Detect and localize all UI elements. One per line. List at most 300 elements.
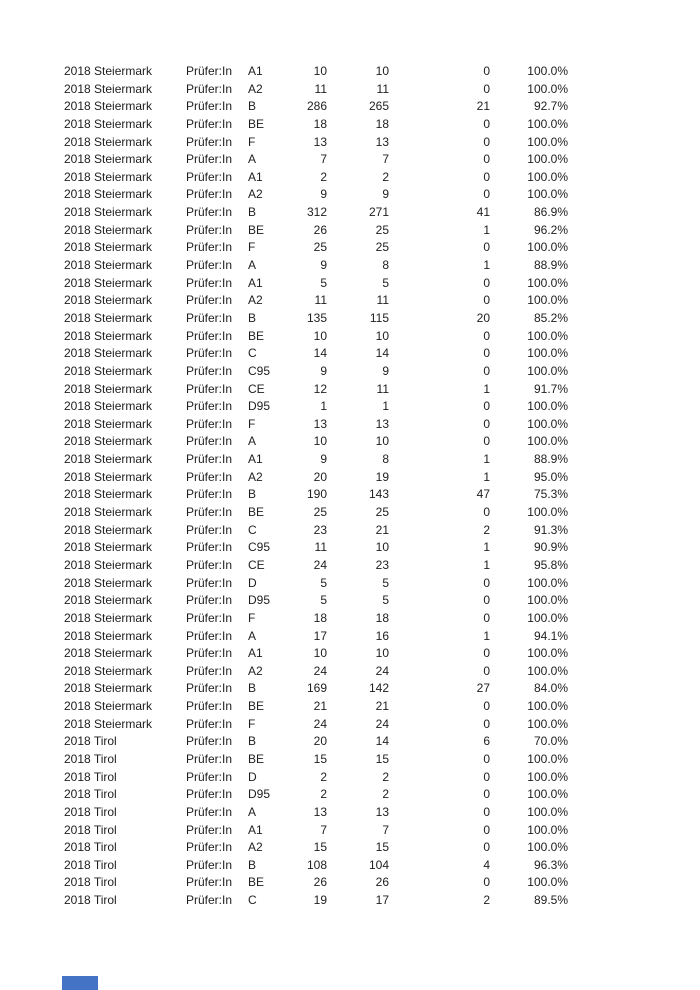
percent-cell: 100.0%	[527, 593, 568, 608]
value3-cell: 0	[483, 187, 490, 202]
value1-cell: 7	[320, 152, 327, 167]
category-cell: B	[248, 99, 257, 114]
region-cell: 2018 Steiermark	[64, 575, 153, 590]
value2-cell: 25	[375, 505, 389, 520]
percent-cell: 100.0%	[527, 187, 568, 202]
category-cell: D	[248, 769, 257, 784]
percent-cell: 100.0%	[527, 840, 568, 855]
value3-cell: 0	[483, 575, 490, 590]
percent-cell: 89.5%	[533, 893, 568, 908]
examiner-cell: Prüfer:In	[186, 399, 233, 414]
value3-cell: 1	[483, 381, 490, 396]
category-cell: B	[248, 681, 257, 696]
percent-cell: 86.9%	[533, 205, 568, 220]
value3-cell: 4	[483, 857, 490, 872]
region-cell: 2018 Steiermark	[64, 593, 153, 608]
table-row	[0, 557, 700, 575]
category-cell: BE	[248, 505, 265, 520]
value3-cell: 0	[483, 116, 490, 131]
region-cell: 2018 Tirol	[64, 875, 117, 890]
percent-cell: 95.8%	[533, 557, 568, 572]
percent-cell: 100.0%	[527, 751, 568, 766]
value1-cell: 18	[313, 116, 327, 131]
table-row	[0, 504, 700, 522]
sheet-tab-fragment[interactable]	[62, 976, 98, 990]
category-cell: C	[248, 346, 257, 361]
category-cell: B	[248, 205, 257, 220]
region-cell: 2018 Tirol	[64, 751, 117, 766]
value3-cell: 0	[483, 787, 490, 802]
value2-cell: 26	[375, 875, 389, 890]
region-cell: 2018 Steiermark	[64, 434, 153, 449]
percent-cell: 100.0%	[527, 434, 568, 449]
examiner-cell: Prüfer:In	[186, 116, 233, 131]
value2-cell: 18	[375, 610, 389, 625]
percent-cell: 75.3%	[533, 487, 568, 502]
percent-cell: 100.0%	[527, 416, 568, 431]
category-cell: F	[248, 416, 256, 431]
value2-cell: 7	[382, 822, 389, 837]
region-cell: 2018 Steiermark	[64, 152, 153, 167]
region-cell: 2018 Tirol	[64, 840, 117, 855]
percent-cell: 100.0%	[527, 575, 568, 590]
examiner-cell: Prüfer:In	[186, 893, 233, 908]
value1-cell: 169	[306, 681, 327, 696]
table-row	[0, 645, 700, 663]
category-cell: BE	[248, 875, 265, 890]
category-cell: A2	[248, 663, 263, 678]
examiner-cell: Prüfer:In	[186, 187, 233, 202]
table-row	[0, 398, 700, 416]
category-cell: A1	[248, 275, 263, 290]
examiner-cell: Prüfer:In	[186, 575, 233, 590]
region-cell: 2018 Steiermark	[64, 540, 153, 555]
percent-cell: 88.9%	[533, 452, 568, 467]
region-cell: 2018 Tirol	[64, 857, 117, 872]
data-table	[0, 63, 700, 910]
value2-cell: 14	[375, 346, 389, 361]
region-cell: 2018 Steiermark	[64, 487, 153, 502]
value3-cell: 1	[483, 540, 490, 555]
value2-cell: 16	[375, 628, 389, 643]
category-cell: B	[248, 310, 257, 325]
table-row	[0, 628, 700, 646]
percent-cell: 70.0%	[533, 734, 568, 749]
value3-cell: 0	[483, 875, 490, 890]
category-cell: A2	[248, 187, 263, 202]
table-row	[0, 381, 700, 399]
examiner-cell: Prüfer:In	[186, 275, 233, 290]
value2-cell: 8	[382, 258, 389, 273]
region-cell: 2018 Steiermark	[64, 310, 153, 325]
examiner-cell: Prüfer:In	[186, 840, 233, 855]
region-cell: 2018 Steiermark	[64, 646, 153, 661]
value3-cell: 0	[483, 328, 490, 343]
percent-cell: 100.0%	[527, 610, 568, 625]
value1-cell: 13	[313, 416, 327, 431]
table-row	[0, 751, 700, 769]
percent-cell: 100.0%	[527, 169, 568, 184]
region-cell: 2018 Steiermark	[64, 169, 153, 184]
percent-cell: 85.2%	[533, 310, 568, 325]
value3-cell: 0	[483, 716, 490, 731]
examiner-cell: Prüfer:In	[186, 522, 233, 537]
value1-cell: 312	[306, 205, 327, 220]
value3-cell: 1	[483, 222, 490, 237]
percent-cell: 100.0%	[527, 716, 568, 731]
category-cell: C95	[248, 363, 271, 378]
value2-cell: 18	[375, 116, 389, 131]
percent-cell: 88.9%	[533, 258, 568, 273]
value3-cell: 0	[483, 699, 490, 714]
table-row	[0, 310, 700, 328]
region-cell: 2018 Steiermark	[64, 399, 153, 414]
examiner-cell: Prüfer:In	[186, 505, 233, 520]
examiner-cell: Prüfer:In	[186, 699, 233, 714]
value2-cell: 2	[382, 787, 389, 802]
region-cell: 2018 Steiermark	[64, 469, 153, 484]
examiner-cell: Prüfer:In	[186, 152, 233, 167]
examiner-cell: Prüfer:In	[186, 64, 233, 78]
percent-cell: 91.7%	[533, 381, 568, 396]
percent-cell: 100.0%	[527, 116, 568, 131]
region-cell: 2018 Steiermark	[64, 716, 153, 731]
table-row	[0, 416, 700, 434]
value1-cell: 15	[313, 751, 327, 766]
value2-cell: 2	[382, 769, 389, 784]
examiner-cell: Prüfer:In	[186, 557, 233, 572]
examiner-cell: Prüfer:In	[186, 646, 233, 661]
examiner-cell: Prüfer:In	[186, 381, 233, 396]
region-cell: 2018 Steiermark	[64, 610, 153, 625]
category-cell: B	[248, 487, 257, 502]
region-cell: 2018 Steiermark	[64, 557, 153, 572]
region-cell: 2018 Steiermark	[64, 699, 153, 714]
examiner-cell: Prüfer:In	[186, 293, 233, 308]
value1-cell: 7	[320, 822, 327, 837]
table-row	[0, 204, 700, 222]
category-cell: A2	[248, 293, 263, 308]
value3-cell: 2	[483, 522, 490, 537]
region-cell: 2018 Tirol	[64, 769, 117, 784]
category-cell: A1	[248, 822, 263, 837]
region-cell: 2018 Steiermark	[64, 416, 153, 431]
value3-cell: 0	[483, 804, 490, 819]
table-row	[0, 98, 700, 116]
percent-cell: 90.9%	[533, 540, 568, 555]
value1-cell: 2	[320, 787, 327, 802]
region-cell: 2018 Tirol	[64, 822, 117, 837]
examiner-cell: Prüfer:In	[186, 857, 233, 872]
value3-cell: 0	[483, 363, 490, 378]
category-cell: F	[248, 610, 256, 625]
value2-cell: 21	[375, 522, 389, 537]
value2-cell: 143	[368, 487, 389, 502]
value2-cell: 24	[375, 716, 389, 731]
value2-cell: 13	[375, 134, 389, 149]
value3-cell: 6	[483, 734, 490, 749]
value2-cell: 10	[375, 64, 389, 78]
examiner-cell: Prüfer:In	[186, 610, 233, 625]
category-cell: A	[248, 628, 257, 643]
region-cell: 2018 Steiermark	[64, 116, 153, 131]
region-cell: 2018 Steiermark	[64, 628, 153, 643]
value1-cell: 13	[313, 134, 327, 149]
table-row	[0, 257, 700, 275]
category-cell: A2	[248, 469, 263, 484]
value2-cell: 1	[382, 399, 389, 414]
region-cell: 2018 Steiermark	[64, 134, 153, 149]
region-cell: 2018 Steiermark	[64, 381, 153, 396]
examiner-cell: Prüfer:In	[186, 258, 233, 273]
value1-cell: 18	[313, 610, 327, 625]
value1-cell: 23	[313, 522, 327, 537]
table-row	[0, 575, 700, 593]
value2-cell: 271	[368, 205, 389, 220]
examiner-cell: Prüfer:In	[186, 628, 233, 643]
table-row	[0, 469, 700, 487]
value1-cell: 10	[313, 64, 327, 78]
value3-cell: 0	[483, 346, 490, 361]
category-cell: CE	[248, 557, 265, 572]
value3-cell: 0	[483, 593, 490, 608]
examiner-cell: Prüfer:In	[186, 363, 233, 378]
examiner-cell: Prüfer:In	[186, 452, 233, 467]
region-cell: 2018 Steiermark	[64, 240, 153, 255]
value2-cell: 10	[375, 328, 389, 343]
category-cell: A1	[248, 452, 263, 467]
value2-cell: 19	[375, 469, 389, 484]
value2-cell: 17	[375, 893, 389, 908]
percent-cell: 84.0%	[533, 681, 568, 696]
value3-cell: 0	[483, 769, 490, 784]
table-row	[0, 680, 700, 698]
value3-cell: 0	[483, 610, 490, 625]
table-row	[0, 169, 700, 187]
examiner-cell: Prüfer:In	[186, 540, 233, 555]
value1-cell: 190	[306, 487, 327, 502]
table-row	[0, 186, 700, 204]
value1-cell: 17	[313, 628, 327, 643]
examiner-cell: Prüfer:In	[186, 469, 233, 484]
value2-cell: 25	[375, 240, 389, 255]
value1-cell: 10	[313, 646, 327, 661]
examiner-cell: Prüfer:In	[186, 240, 233, 255]
table-row	[0, 151, 700, 169]
region-cell: 2018 Tirol	[64, 804, 117, 819]
percent-cell: 95.0%	[533, 469, 568, 484]
value1-cell: 21	[313, 699, 327, 714]
value3-cell: 1	[483, 557, 490, 572]
examiner-cell: Prüfer:In	[186, 681, 233, 696]
value1-cell: 15	[313, 840, 327, 855]
percent-cell: 100.0%	[527, 787, 568, 802]
value1-cell: 19	[313, 893, 327, 908]
percent-cell: 100.0%	[527, 804, 568, 819]
examiner-cell: Prüfer:In	[186, 804, 233, 819]
value1-cell: 286	[306, 99, 327, 114]
category-cell: BE	[248, 222, 265, 237]
value2-cell: 24	[375, 663, 389, 678]
percent-cell: 100.0%	[527, 346, 568, 361]
value1-cell: 9	[320, 363, 327, 378]
value3-cell: 0	[483, 646, 490, 661]
value3-cell: 1	[483, 258, 490, 273]
table-row	[0, 345, 700, 363]
value1-cell: 9	[320, 452, 327, 467]
percent-cell: 100.0%	[527, 363, 568, 378]
examiner-cell: Prüfer:In	[186, 663, 233, 678]
value1-cell: 5	[320, 575, 327, 590]
examiner-cell: Prüfer:In	[186, 787, 233, 802]
percent-cell: 100.0%	[527, 663, 568, 678]
examiner-cell: Prüfer:In	[186, 434, 233, 449]
value3-cell: 21	[476, 99, 490, 114]
value1-cell: 20	[313, 469, 327, 484]
value3-cell: 0	[483, 822, 490, 837]
value1-cell: 20	[313, 734, 327, 749]
value2-cell: 5	[382, 575, 389, 590]
region-cell: 2018 Steiermark	[64, 663, 153, 678]
category-cell: F	[248, 134, 256, 149]
value2-cell: 9	[382, 187, 389, 202]
percent-cell: 91.3%	[533, 522, 568, 537]
value2-cell: 11	[376, 293, 389, 308]
value3-cell: 1	[483, 452, 490, 467]
region-cell: 2018 Steiermark	[64, 99, 153, 114]
value3-cell: 2	[483, 893, 490, 908]
value1-cell: 14	[313, 346, 327, 361]
value3-cell: 0	[483, 434, 490, 449]
examiner-cell: Prüfer:In	[186, 734, 233, 749]
region-cell: 2018 Steiermark	[64, 522, 153, 537]
value3-cell: 47	[476, 487, 490, 502]
value1-cell: 24	[313, 663, 327, 678]
value3-cell: 1	[483, 469, 490, 484]
table-row	[0, 610, 700, 628]
category-cell: A	[248, 152, 257, 167]
value3-cell: 0	[483, 840, 490, 855]
value1-cell: 10	[313, 434, 327, 449]
value3-cell: 41	[476, 205, 490, 220]
value3-cell: 0	[483, 81, 490, 96]
region-cell: 2018 Steiermark	[64, 328, 153, 343]
table-row	[0, 134, 700, 152]
table-row	[0, 328, 700, 346]
table-row	[0, 363, 700, 381]
value2-cell: 23	[375, 557, 389, 572]
category-cell: BE	[248, 116, 265, 131]
percent-cell: 100.0%	[527, 134, 568, 149]
table-row	[0, 804, 700, 822]
examiner-cell: Prüfer:In	[186, 875, 233, 890]
value3-cell: 0	[483, 64, 490, 78]
percent-cell: 100.0%	[527, 646, 568, 661]
value3-cell: 0	[483, 169, 490, 184]
examiner-cell: Prüfer:In	[186, 593, 233, 608]
examiner-cell: Prüfer:In	[186, 822, 233, 837]
percent-cell: 100.0%	[527, 505, 568, 520]
value2-cell: 14	[375, 734, 389, 749]
value3-cell: 0	[483, 240, 490, 255]
percent-cell: 100.0%	[527, 399, 568, 414]
value1-cell: 2	[320, 169, 327, 184]
value2-cell: 8	[382, 452, 389, 467]
region-cell: 2018 Steiermark	[64, 681, 153, 696]
value2-cell: 142	[368, 681, 389, 696]
region-cell: 2018 Steiermark	[64, 363, 153, 378]
table-row	[0, 786, 700, 804]
value3-cell: 0	[483, 751, 490, 766]
value2-cell: 13	[375, 804, 389, 819]
region-cell: 2018 Steiermark	[64, 293, 153, 308]
table-row	[0, 486, 700, 504]
category-cell: C	[248, 522, 257, 537]
percent-cell: 100.0%	[527, 328, 568, 343]
examiner-cell: Prüfer:In	[186, 222, 233, 237]
value3-cell: 0	[483, 275, 490, 290]
category-cell: C	[248, 893, 257, 908]
examiner-cell: Prüfer:In	[186, 416, 233, 431]
category-cell: BE	[248, 328, 265, 343]
percent-cell: 100.0%	[527, 822, 568, 837]
category-cell: A2	[248, 81, 263, 96]
value3-cell: 0	[483, 416, 490, 431]
examiner-cell: Prüfer:In	[186, 328, 233, 343]
value2-cell: 104	[368, 857, 389, 872]
value2-cell: 7	[382, 152, 389, 167]
value2-cell: 21	[375, 699, 389, 714]
category-cell: D95	[248, 787, 271, 802]
value2-cell: 13	[375, 416, 389, 431]
examiner-cell: Prüfer:In	[186, 169, 233, 184]
examiner-cell: Prüfer:In	[186, 716, 233, 731]
table-row	[0, 81, 700, 99]
percent-cell: 92.7%	[533, 99, 568, 114]
category-cell: C95	[248, 540, 271, 555]
value1-cell: 24	[313, 716, 327, 731]
table-row	[0, 539, 700, 557]
region-cell: 2018 Tirol	[64, 787, 117, 802]
region-cell: 2018 Steiermark	[64, 187, 153, 202]
value3-cell: 1	[483, 628, 490, 643]
region-cell: 2018 Steiermark	[64, 205, 153, 220]
category-cell: BE	[248, 699, 265, 714]
table-row	[0, 222, 700, 240]
value1-cell: 9	[320, 187, 327, 202]
value2-cell: 5	[382, 275, 389, 290]
percent-cell: 100.0%	[527, 240, 568, 255]
region-cell: 2018 Steiermark	[64, 64, 153, 78]
table-row	[0, 874, 700, 892]
value2-cell: 265	[368, 99, 389, 114]
value1-cell: 12	[313, 381, 327, 396]
percent-cell: 96.2%	[533, 222, 568, 237]
percent-cell: 94.1%	[533, 628, 568, 643]
table-row	[0, 275, 700, 293]
category-cell: B	[248, 857, 257, 872]
examiner-cell: Prüfer:In	[186, 134, 233, 149]
percent-cell: 100.0%	[527, 275, 568, 290]
value2-cell: 11	[376, 81, 389, 96]
examiner-cell: Prüfer:In	[186, 205, 233, 220]
examiner-cell: Prüfer:In	[186, 346, 233, 361]
value3-cell: 0	[483, 505, 490, 520]
value3-cell: 0	[483, 152, 490, 167]
value1-cell: 9	[320, 258, 327, 273]
value1-cell: 13	[313, 804, 327, 819]
region-cell: 2018 Steiermark	[64, 346, 153, 361]
